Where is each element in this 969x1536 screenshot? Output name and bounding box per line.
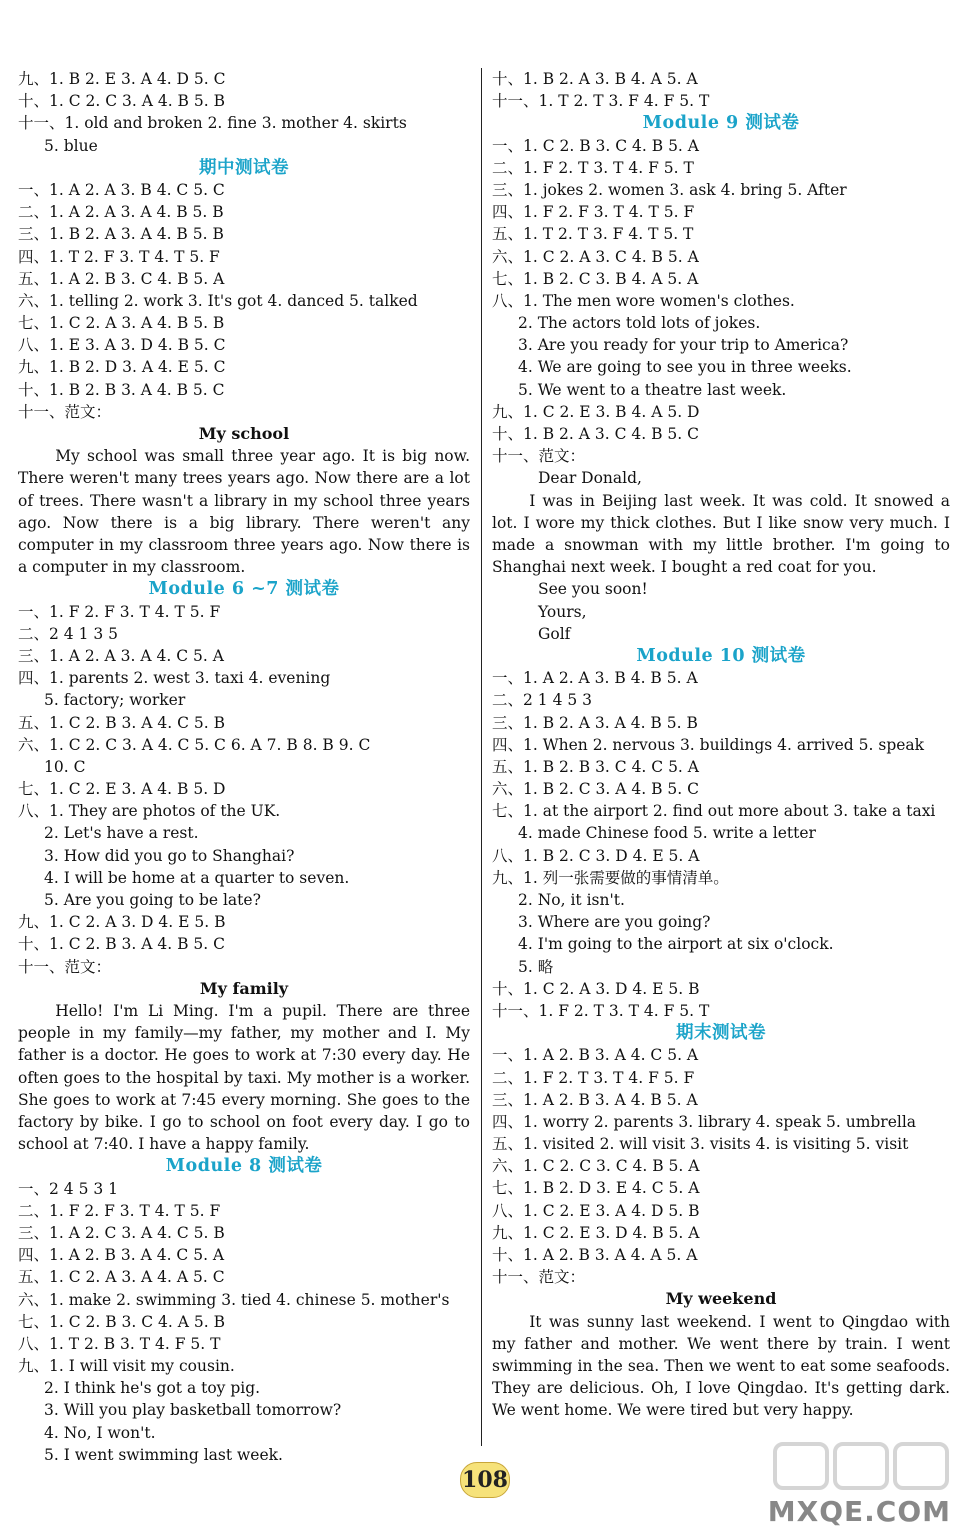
answer-line: 十一、1. T 2. T 3. F 4. F 5. T [492,92,710,111]
letter-line: Dear Donald, [538,469,642,488]
answer-line: 十、1. C 2. C 3. A 4. B 5. B [18,92,225,111]
answer-line: 六、1. C 2. C 3. A 4. C 5. C 6. A 7. B 8. B 9. C [18,735,371,754]
answer-line: 五、1. A 2. B 3. C 4. B 5. A [18,269,225,288]
answer-subline: 5. Are you going to be late? [44,891,261,910]
essay-title: My family [199,978,289,998]
answer-line: 二、1. F 2. T 3. T 4. F 5. F [492,1068,695,1087]
right-column [492,68,950,1422]
answer-subline: 3. Will you play basketball tomorrow? [44,1401,342,1420]
answer-subline: 4. No, I won't. [44,1423,156,1442]
answer-subline: 5. blue [44,136,98,155]
section-heading: Module 8 测试卷 [165,1156,323,1177]
answer-line: 十、1. C 2. B 3. A 4. B 5. C [18,935,225,954]
answer-line: 八、1. The men wore women's clothes. [492,291,795,310]
answer-subline: 4. made Chinese food 5. write a letter [518,824,816,843]
answer-subline: 2. No, it isn't. [518,891,625,909]
section-heading: Module 9 测试卷 [642,113,800,134]
answer-line: 十、1. B 2. B 3. A 4. B 5. C [18,380,225,399]
essay-title: My school [198,424,290,443]
section-heading: 期中测试卷 [199,157,289,178]
answer-line: 九、1. C 2. E 3. B 4. A 5. D [492,402,700,421]
answer-line: 八、1. C 2. E 3. A 4. D 5. B [492,1201,700,1220]
answer-line: 七、1. B 2. D 3. E 4. C 5. A [492,1179,700,1198]
column-divider [481,68,482,1446]
answer-line: 二、1. F 2. F 3. T 4. T 5. F [18,1201,221,1220]
answer-line: 九、1. 列一张需要做的事情清单。 [492,868,729,887]
answer-subline: 4. I'm going to the airport at six o'clock. [518,935,834,954]
letter-line: Golf [538,624,571,643]
answer-subline: 5. We went to a theatre last week. [518,380,787,399]
answer-line: 四、1. parents 2. west 3. taxi 4. evening [18,669,331,688]
answer-line: 四、1. A 2. B 3. A 4. C 5. A [18,1246,225,1265]
answer-line: 十一、范文： [492,1268,586,1287]
answer-line: 一、1. C 2. B 3. C 4. B 5. A [492,136,699,155]
answer-line: 三、1. A 2. C 3. A 4. C 5. B [18,1223,225,1242]
answer-subline: 3. How did you go to Shanghai? [44,846,295,865]
answer-line: 五、1. C 2. A 3. A 4. A 5. C [18,1268,225,1287]
answer-line: 十、1. B 2. A 3. B 4. A 5. A [492,70,698,88]
section-heading: Module 6 ~7 测试卷 [148,579,340,600]
answer-line: 七、1. at the airport 2. find out more about 3. take a taxi [492,802,936,821]
answer-line: 一、1. A 2. A 3. B 4. B 5. A [492,669,698,688]
answer-line: 三、1. jokes 2. women 3. ask 4. bring 5. After [492,180,847,199]
answer-line: 九、1. B 2. D 3. A 4. E 5. C [18,358,226,377]
answer-line: 六、1. telling 2. work 3. It's got 4. danced 5. talked [18,291,418,310]
section-heading: 期末测试卷 [676,1023,766,1044]
answer-subline: 3. Are you ready for your trip to America? [518,336,849,355]
answer-line: 六、1. B 2. C 3. A 4. B 5. C [492,780,699,799]
answer-line: 十一、1. F 2. T 3. T 4. F 5. T [492,1001,710,1020]
answer-line: 六、1. make 2. swimming 3. tied 4. chinese 5. mother's [18,1290,450,1309]
answer-line: 十一、1. old and broken 2. fine 3. mother 4. skirts [18,114,407,133]
answer-line: 一、1. A 2. B 3. A 4. C 5. A [492,1046,699,1065]
answer-line: 三、1. B 2. A 3. A 4. B 5. B [18,225,224,244]
answer-line: 十一、范文： [492,447,586,466]
answer-subline: 2. The actors told lots of jokes. [518,314,761,333]
answer-subline: 5. factory; worker [44,691,186,710]
answer-line: 六、1. C 2. A 3. C 4. B 5. A [492,247,699,266]
answer-line: 十、1. B 2. A 3. C 4. B 5. C [492,425,699,443]
answer-line: 四、1. T 2. F 3. T 4. T 5. F [18,247,220,266]
answer-line: 十、1. C 2. A 3. D 4. E 5. B [492,979,700,998]
essay-title: My weekend [665,1289,777,1309]
essay-paragraph: I was in Beijing last week. It was cold. It snowed a lot. I wore my thick clothes. But I like snow very much. I made a snowman with my little brother. I'm going to Shanghai next week. I bought a red coat for you. [492,491,950,577]
answer-line: 六、1. C 2. C 3. C 4. B 5. A [492,1157,700,1176]
answer-line: 二、1. F 2. T 3. T 4. F 5. T [492,158,694,177]
answer-line: 十一、范文： [18,402,112,421]
answer-line: 九、1. I will visit my cousin. [18,1357,235,1376]
answer-line: 七、1. B 2. C 3. B 4. A 5. A [492,269,699,288]
answer-line: 一、2 4 5 3 1 [18,1179,119,1198]
answer-line: 三、1. B 2. A 3. A 4. B 5. B [492,713,698,732]
answer-line: 七、1. C 2. A 3. A 4. B 5. B [18,314,225,333]
answer-line: 三、1. A 2. B 3. A 4. B 5. A [492,1090,698,1109]
answer-subline: 10. C [44,757,86,776]
answer-subline: 5. 略 [518,957,554,976]
answer-line: 八、1. They are photos of the UK. [18,802,281,821]
answer-line: 五、1. visited 2. will visit 3. visits 4. is visiting 5. visit [492,1135,909,1154]
answer-line: 九、1. B 2. E 3. A 4. D 5. C [18,70,226,88]
answer-subline: 3. Where are you going? [518,913,711,932]
page-number: 108 [460,1462,510,1498]
letter-line: See you soon! [538,580,648,599]
answer-line: 二、2 1 4 5 3 [492,691,593,710]
answer-line: 七、1. C 2. E 3. A 4. B 5. D [18,780,226,799]
answer-line: 四、1. When 2. nervous 3. buildings 4. arrived 5. speak [492,735,925,754]
answer-line: 五、1. T 2. T 3. F 4. T 5. T [492,225,694,244]
answer-line: 二、2 4 1 3 5 [18,624,119,643]
answer-subline: 4. I will be home at a quarter to seven. [44,868,350,887]
section-heading: Module 10 测试卷 [636,645,806,666]
answer-line: 八、1. B 2. C 3. D 4. E 5. A [492,846,700,865]
answer-line: 八、1. E 3. A 3. D 4. B 5. C [18,336,226,355]
essay-paragraph: Hello! I'm Li Ming. I'm a pupil. There are three people in my family—my father, my mother and I. My father is a doctor. He goes to work at 7:30 every day. He often goes to the hospital by taxi. My mother is a worker. She goes to work at 7:45 every morning. She goes to the factory by bike. I go to school on foot every day. I go to school at 7:40. I have a happy family. [18,1001,470,1154]
answer-line: 一、1. F 2. F 3. T 4. T 5. F [18,602,221,621]
answer-line: 五、1. C 2. B 3. A 4. C 5. B [18,713,225,732]
letter-line: Yours, [538,602,587,621]
answer-line: 九、1. C 2. A 3. D 4. E 5. B [18,913,226,932]
essay-paragraph: It was sunny last weekend. I went to Qingdao with my father and mother. We went there by train. I went swimming in the sea. Then we went to eat some seafoods. They are delicious. Oh, I love Qingdao. It's getting dark. We went home. We were tired but very happy. [492,1312,950,1420]
answer-line: 二、1. A 2. A 3. A 4. B 5. B [18,203,224,222]
answer-line: 一、1. A 2. A 3. B 4. C 5. C [18,180,225,199]
essay-paragraph: My school was small three year ago. It is big now. There weren't many trees years ago. Now there are a lot of trees. There wasn't a library in my school three years ago. Now there is a big library. There weren't any computer in my classroom three years ago. Now there is a computer in my classroom. [18,447,470,577]
answer-line: 三、1. A 2. A 3. A 4. C 5. A [18,646,224,665]
answer-line: 五、1. B 2. B 3. C 4. C 5. A [492,757,699,776]
answer-line: 十一、范文： [18,957,112,976]
answer-line: 八、1. T 2. B 3. T 4. F 5. T [18,1334,221,1353]
watermark-text: MXQE.COM [767,1495,951,1528]
answer-line: 十、1. A 2. B 3. A 4. A 5. A [492,1246,698,1264]
answer-line: 四、1. F 2. F 3. T 4. T 5. F [492,203,695,222]
answer-line: 四、1. worry 2. parents 3. library 4. speak 5. umbrella [492,1112,917,1131]
answer-subline: 4. We are going to see you in three weeks. [518,358,852,377]
answer-subline: 5. I went swimming last week. [44,1445,283,1464]
answer-line: 七、1. C 2. B 3. C 4. A 5. B [18,1312,225,1331]
answer-subline: 2. I think he's got a toy pig. [44,1379,261,1398]
left-column [18,68,470,1466]
answer-line: 九、1. C 2. E 3. D 4. B 5. A [492,1223,700,1242]
answer-subline: 2. Let's have a rest. [44,824,199,843]
